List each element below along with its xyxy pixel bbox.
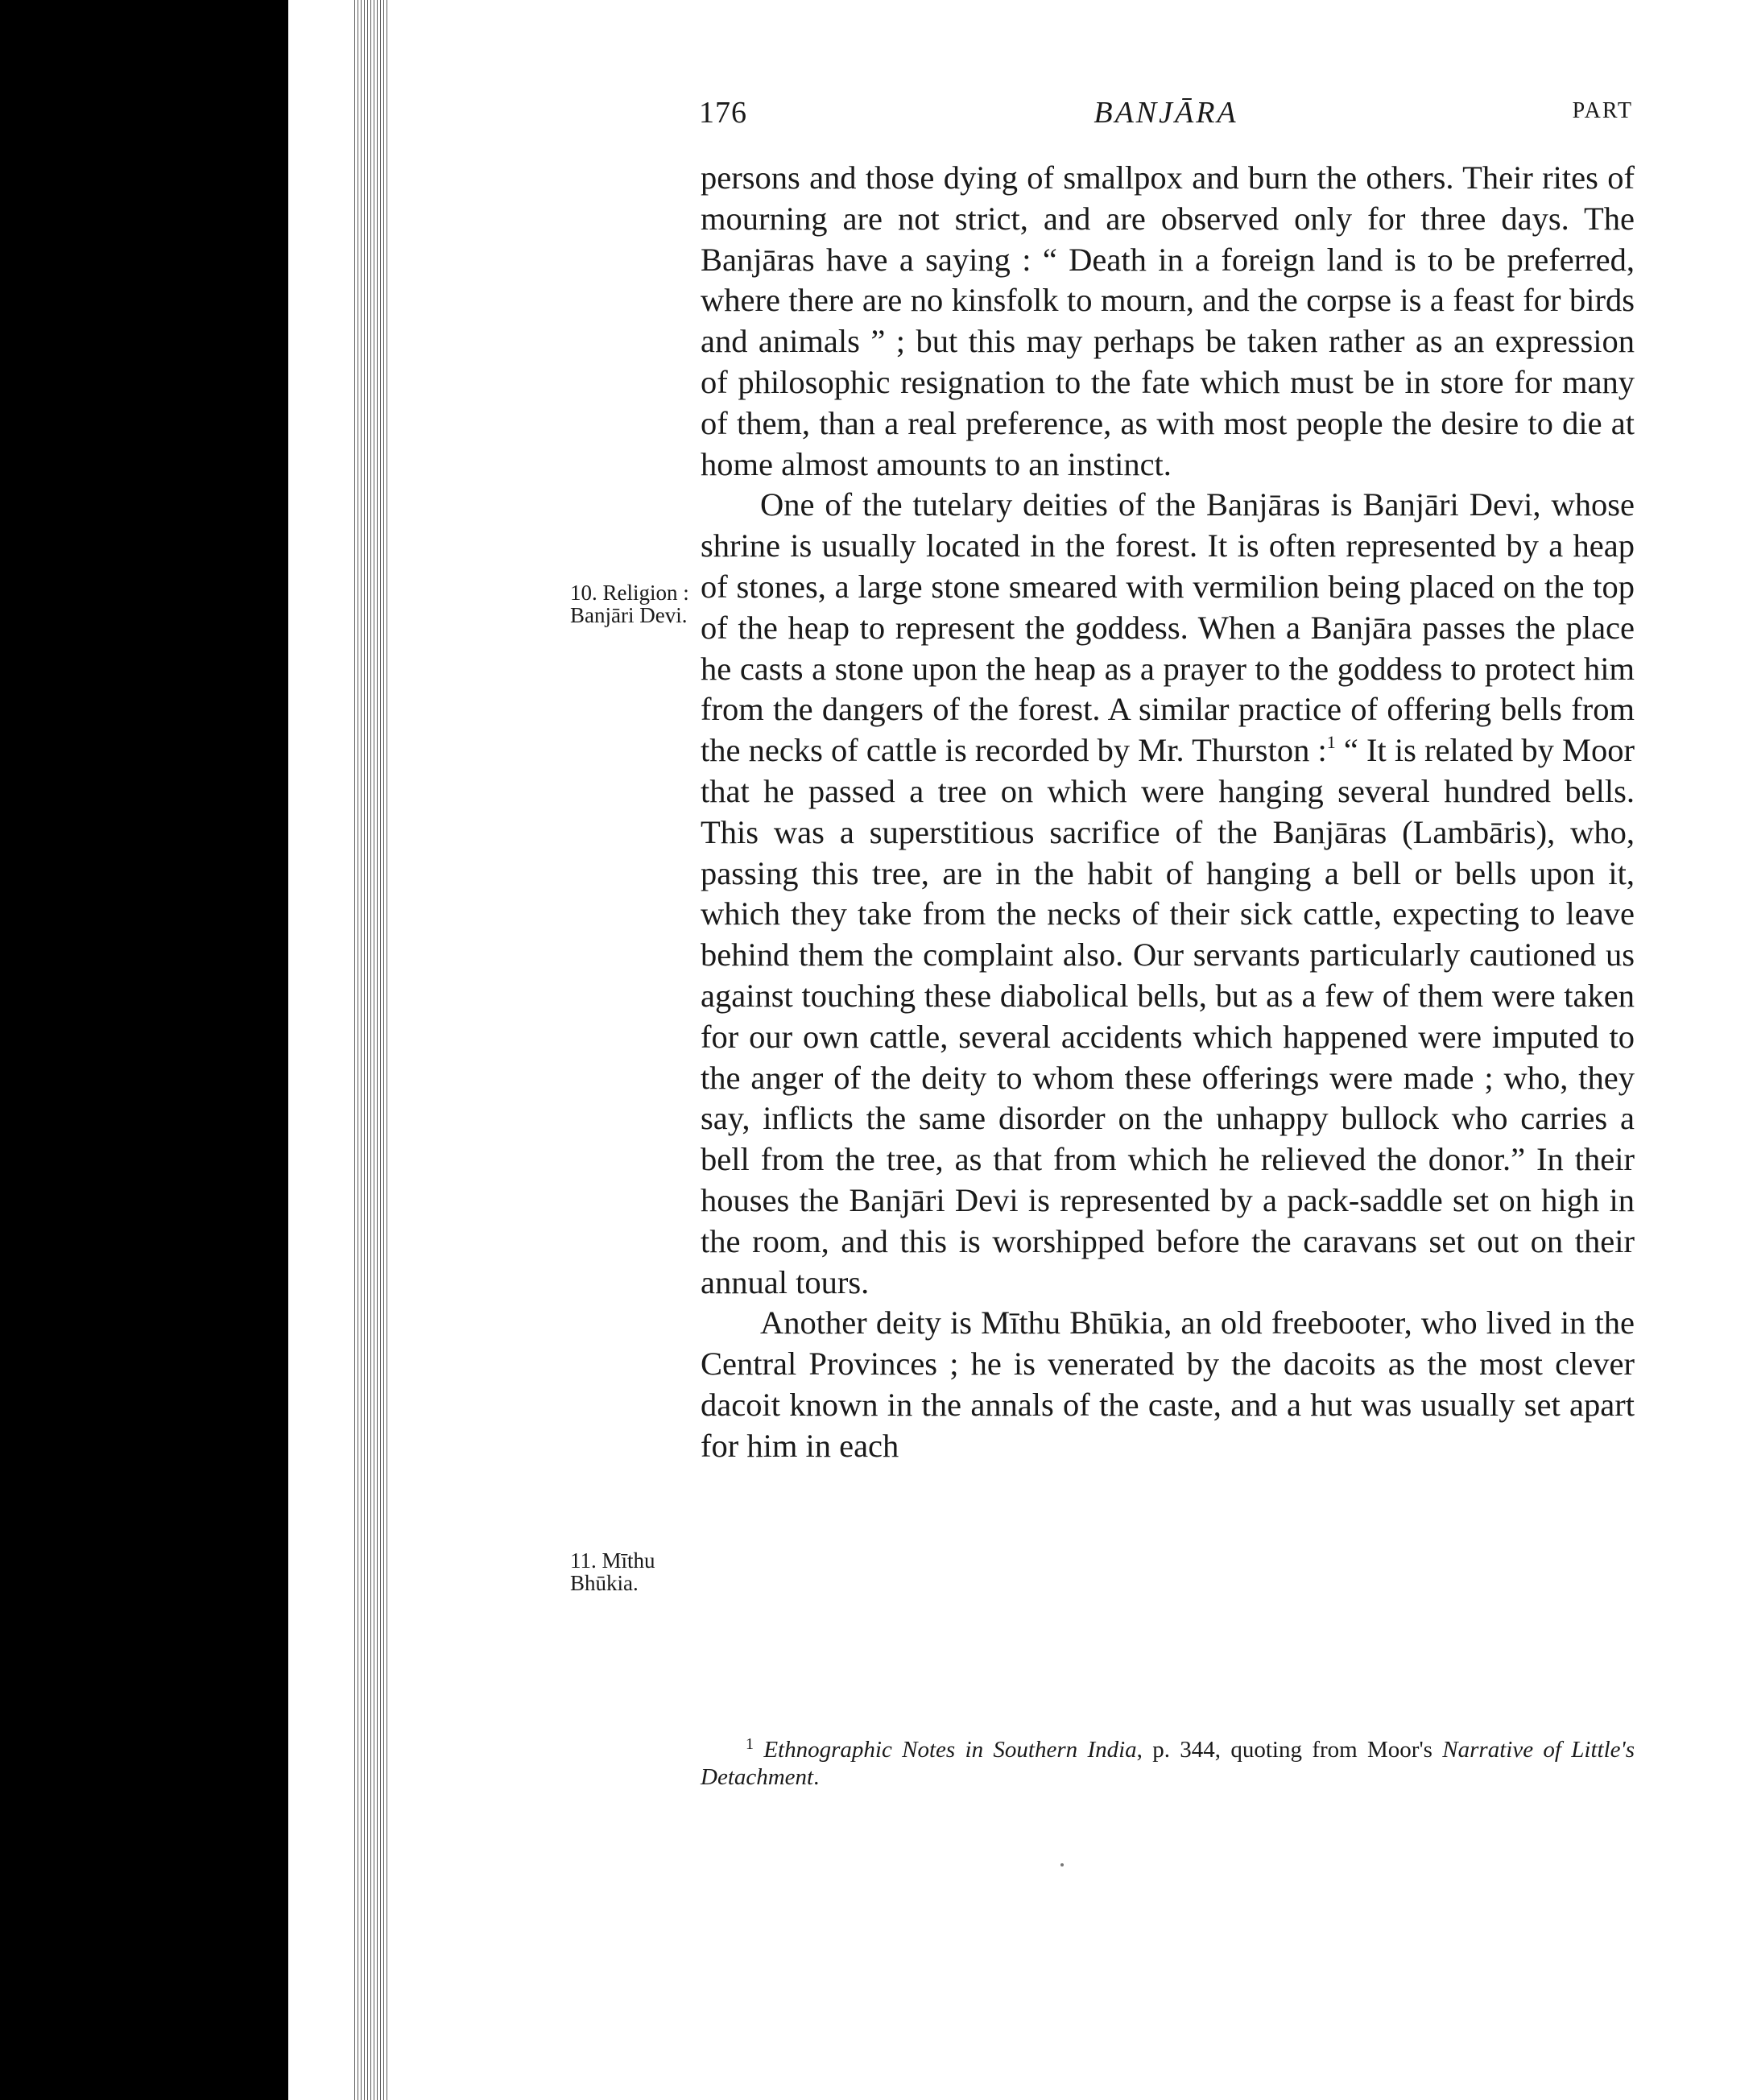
footnote-reference[interactable]: 1 — [1326, 732, 1336, 753]
running-title: BANJĀRA — [1093, 96, 1238, 130]
footnote-text: , p. 344, quoting from Moor's — [1136, 1737, 1443, 1763]
footnote-end: . — [813, 1764, 820, 1790]
footnote-source: Narrative of Little's Detachment — [701, 1737, 1635, 1790]
body-text — [701, 158, 1635, 1467]
paragraph-mithu-bhukia: Another deity is Mīthu Bhūkia, an old freebooter, who lived in the Central Provinces ; he is venerated by the dacoits as the most clever dacoit known in the annals of the caste, and a hut was usually set apart for him in each — [701, 1304, 1635, 1464]
paragraph-banjari-devi — [701, 485, 1635, 1303]
stray-mark — [1060, 1863, 1064, 1866]
page-edge-lines — [354, 0, 388, 2100]
footnote-marker: 1 — [746, 1735, 754, 1753]
part-label: PART — [1572, 98, 1633, 123]
page-number: 176 — [699, 96, 747, 130]
footnote-title: Ethnographic Notes in Southern India — [763, 1737, 1137, 1763]
side-note-mithu-bhukia: 11. Mīthu Bhūkia. — [570, 1548, 655, 1595]
page-header — [699, 95, 1633, 143]
paragraph-mourning: persons and those dying of smallpox and burn the others. Their rites of mourning are not strict, and are observed only for three days. The Banjāras have a saying : “ Death in a foreign land is to be preferred, where there are no kinsfolk to mourn, and the corpse is a feast for birds and animals ” ; but this may perhaps be taken rather as an expression of philosophic resignation to the fate which must be in store for many of them, than a real preference, as with most people the desire to die at home almost amounts to an instinct. — [701, 159, 1635, 482]
footnote — [701, 1736, 1635, 1791]
paragraph-text: One of the tutelary deities of the Banjāras is Banjāri Devi, whose shrine is usually located in the forest. It is often represented by a heap of stones, a large stone smeared with vermilion being placed on the top of the heap to represent the goddess. When a Banjāra passes the place he casts a stone upon the heap as a prayer to the goddess to protect him from the dangers of the forest. A similar practice of offering bells from the necks of cattle is recorded by Mr. Thurston : — [701, 486, 1635, 769]
side-note-religion: 10. Religion : Banjāri Devi. — [570, 581, 689, 627]
paragraph-text: “ It is related by Moor that he passed a tree on which were hanging several hundred bells. This was a superstitious sacrifice of the Banjāras (Lambāris), who, passing this tree, are in the habit of hanging a bell or bells upon it, which they take from the necks of their sick cattle, expecting to leave behind them the complaint also. Our servants particularly cautioned us against touching these diabolical bells, but as a few of them were taken for our own cattle, several accidents which happened were imputed to the anger of the deity to whom these offerings were made ; who, they say, inflicts the same disorder on the unhappy bullock who carries a bell from the tree, as that from which he relieved the donor.” In their houses the Banjāri Devi is represented by a pack-saddle set on high in the room, and this is worshipped before the caravans set out on their annual tours. — [701, 732, 1635, 1300]
book-spine-edge — [0, 0, 288, 2100]
